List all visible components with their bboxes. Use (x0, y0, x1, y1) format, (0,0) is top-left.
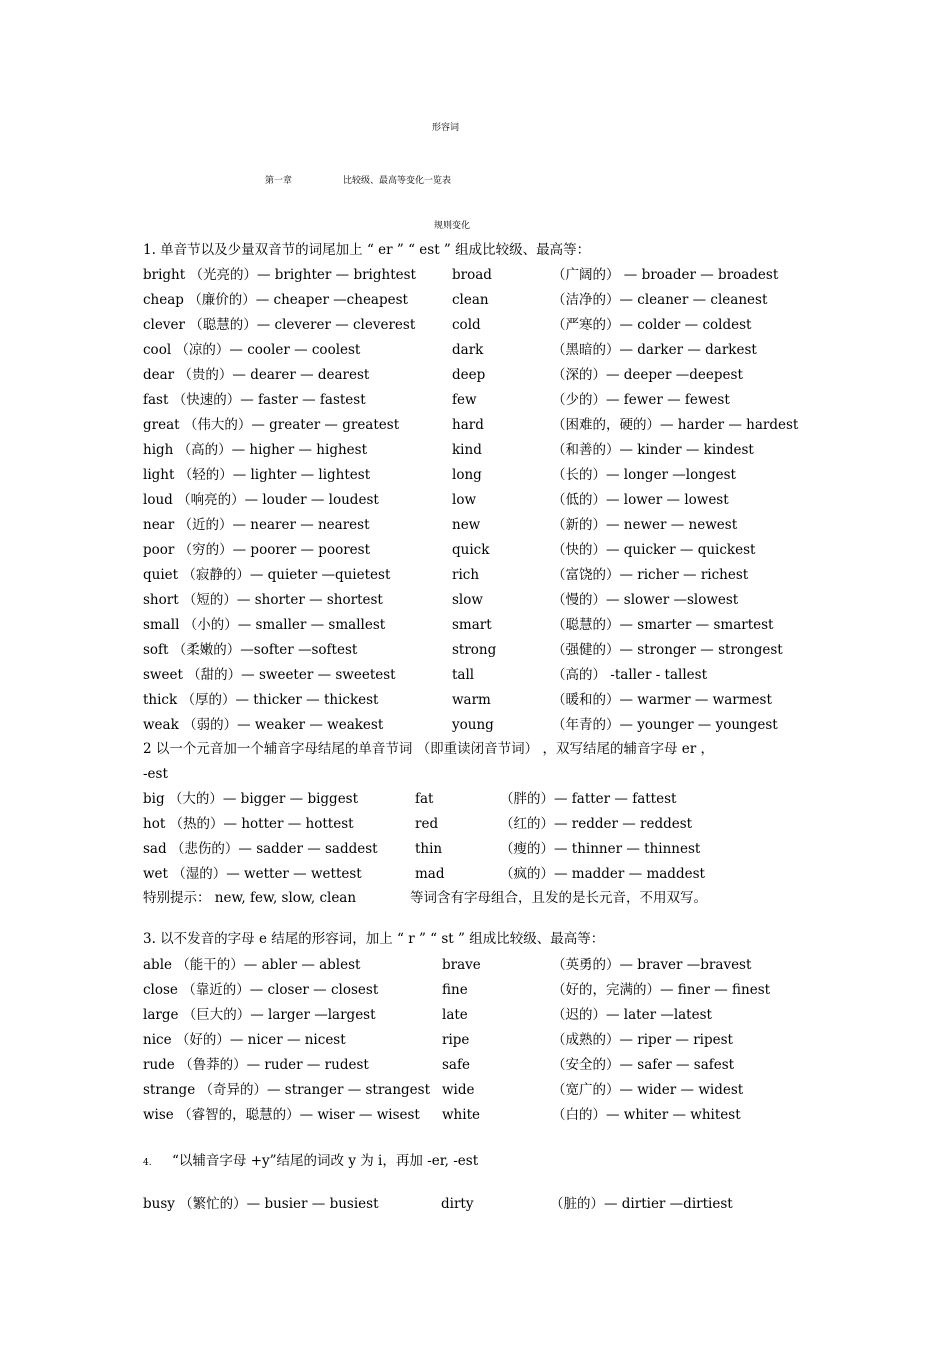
adjective-forms-left: quiet （寂静的）— quieter —quietest (143, 567, 391, 583)
adjective-forms-left: short （短的）— shorter — shortest (143, 592, 383, 608)
adjective-forms-right: （瘦的）— thinner — thinnest (500, 841, 701, 857)
table-row (0, 1031, 950, 1051)
adjective-word-right: thin (415, 841, 443, 857)
adjective-forms-right: （红的）— redder — reddest (500, 816, 693, 832)
adjective-word-right: fine (442, 982, 468, 998)
adjective-forms-right: （困难的，硬的）— harder — hardest (552, 417, 799, 433)
adjective-forms-right: （成熟的）— riper — ripest (552, 1032, 733, 1048)
table-row (0, 1106, 950, 1126)
rule2-heading-cont: -est (143, 766, 168, 782)
adjective-forms-right: （广阔的） — broader — broadest (552, 267, 779, 283)
adjective-forms-right: （英勇的）— braver —bravest (552, 957, 752, 973)
adjective-forms-right: （好的，完满的）— finer — finest (552, 982, 771, 998)
adjective-forms-right: （聪慧的）— smarter — smartest (552, 617, 774, 633)
adjective-word-right: clean (452, 292, 489, 308)
adjective-word-right: ripe (442, 1032, 470, 1048)
adjective-forms-left: near （近的）— nearer — nearest (143, 517, 370, 533)
adjective-forms-left: high （高的）— higher — highest (143, 442, 367, 458)
adjective-word-right: tall (452, 667, 475, 683)
adjective-forms-right: （高的） -taller - tallest (552, 667, 707, 683)
adjective-forms-left: fast （快速的）— faster — fastest (143, 392, 366, 408)
adjective-forms-left: sad （悲伤的）— sadder — saddest (143, 841, 378, 857)
adjective-forms-left: big （大的）— bigger — biggest (143, 791, 359, 807)
table-row (0, 266, 950, 286)
table-row (0, 790, 950, 810)
adjective-forms-right: （脏的）— dirtier —dirtiest (550, 1196, 733, 1212)
table-row (0, 541, 950, 561)
adjective-word-right: young (452, 717, 494, 733)
adjective-forms-left: soft （柔嫩的）—softer —softest (143, 642, 358, 658)
adjective-forms-left: loud （响亮的）— louder — loudest (143, 492, 379, 508)
table-row (0, 441, 950, 461)
adjective-word-right: warm (452, 692, 491, 708)
adjective-forms-left: bright （光亮的）— brighter — brightest (143, 267, 416, 283)
table-row (0, 1081, 950, 1101)
adjective-forms-right: （长的）— longer —longest (552, 467, 736, 483)
adjective-forms-right: （年青的）— younger — youngest (552, 717, 778, 733)
adjective-forms-left: able （能干的）— abler — ablest (143, 957, 361, 973)
adjective-forms-right: （深的）— deeper —deepest (552, 367, 743, 383)
adjective-forms-right: （安全的）— safer — safest (552, 1057, 735, 1073)
table-row (0, 865, 950, 885)
chapter-number: 第一章 (265, 176, 293, 186)
table-row (0, 956, 950, 976)
adjective-forms-right: （少的）— fewer — fewest (552, 392, 730, 408)
page-title: 形容词 (432, 123, 460, 133)
table-row (0, 1056, 950, 1076)
adjective-forms-left: cool （凉的）— cooler — coolest (143, 342, 361, 358)
adjective-word-right: late (442, 1007, 468, 1023)
adjective-forms-right: （胖的）— fatter — fattest (500, 791, 677, 807)
table-row (0, 366, 950, 386)
adjective-forms-right: （暖和的）— warmer — warmest (552, 692, 772, 708)
adjective-word-right: few (452, 392, 477, 408)
adjective-forms-left: rude （鲁莽的）— ruder — rudest (143, 1057, 369, 1073)
chapter-name: 比较级、最高等变化一览表 (343, 176, 452, 186)
table-row (0, 391, 950, 411)
adjective-forms-left: busy （繁忙的）— busier — busiest (143, 1196, 379, 1212)
table-row (0, 566, 950, 586)
table-row (0, 341, 950, 361)
table-row (0, 691, 950, 711)
adjective-forms-right: （白的）— whiter — whitest (552, 1107, 741, 1123)
adjective-forms-left: strange （奇异的）— stranger — strangest (143, 1082, 431, 1098)
adjective-forms-left: wise （睿智的，聪慧的）— wiser — wisest (143, 1107, 420, 1123)
table-row (0, 291, 950, 311)
adjective-word-right: dirty (441, 1196, 474, 1212)
adjective-forms-right: （严寒的）— colder — coldest (552, 317, 752, 333)
adjective-word-right: brave (442, 957, 481, 973)
adjective-forms-left: small （小的）— smaller — smallest (143, 617, 386, 633)
adjective-forms-right: （低的）— lower — lowest (552, 492, 729, 508)
adjective-word-right: hard (452, 417, 484, 433)
rule2-heading: 2 以一个元音加一个辅音字母结尾的单音节词 （即重读闭音节词） ，双写结尾的辅音字母 er ， (143, 741, 714, 757)
table-row (0, 641, 950, 661)
adjective-word-right: new (452, 517, 481, 533)
adjective-forms-left: close （靠近的）— closer — closest (143, 982, 379, 998)
adjective-forms-left: thick （厚的）— thicker — thickest (143, 692, 379, 708)
adjective-word-right: mad (415, 866, 445, 882)
adjective-word-right: slow (452, 592, 483, 608)
adjective-word-right: safe (442, 1057, 470, 1073)
adjective-forms-left: poor （穷的）— poorer — poorest (143, 542, 371, 558)
adjective-forms-left: clever （聪慧的）— cleverer — cleverest (143, 317, 416, 333)
table-row (0, 981, 950, 1001)
rule2-note-label: 特别提示： new, few, slow, clean (143, 890, 357, 906)
adjective-forms-right: （洁净的）— cleaner — cleanest (552, 292, 768, 308)
table-row (0, 1006, 950, 1026)
adjective-word-right: deep (452, 367, 486, 383)
adjective-word-right: kind (452, 442, 482, 458)
adjective-forms-right: （强健的）— stronger — strongest (552, 642, 783, 658)
table-row (0, 616, 950, 636)
adjective-word-right: white (442, 1107, 480, 1123)
table-row (0, 491, 950, 511)
adjective-forms-right: （快的）— quicker — quickest (552, 542, 756, 558)
adjective-forms-right: （富饶的）— richer — richest (552, 567, 749, 583)
table-row (0, 316, 950, 336)
table-row (0, 666, 950, 686)
table-row (0, 815, 950, 835)
adjective-word-right: strong (452, 642, 497, 658)
adjective-forms-right: （宽广的）— wider — widest (552, 1082, 744, 1098)
adjective-forms-right: （黑暗的）— darker — darkest (552, 342, 757, 358)
rule4-heading: “以辅音字母 +y”结尾的词改 y 为 i，再加 -er, -est (172, 1153, 479, 1169)
adjective-forms-left: hot （热的）— hotter — hottest (143, 816, 354, 832)
rule3-heading: 3. 以不发音的字母 e 结尾的形容词，加上 “ r ” “ st ” 组成比较级、最高等： (143, 931, 605, 947)
adjective-word-right: broad (452, 267, 492, 283)
adjective-forms-left: nice （好的）— nicer — nicest (143, 1032, 346, 1048)
adjective-word-right: long (452, 467, 482, 483)
section-subtitle: 规则变化 (434, 221, 471, 231)
adjective-word-right: quick (452, 542, 490, 558)
rule2-note-text: 等词含有字母组合，且发的是长元音，不用双写。 (410, 890, 707, 906)
adjective-word-right: dark (452, 342, 484, 358)
adjective-forms-left: weak （弱的）— weaker — weakest (143, 717, 384, 733)
rule1-heading: 1. 单音节以及少量双音节的词尾加上 “ er ” “ est ” 组成比较级、最高等： (143, 242, 591, 258)
adjective-forms-left: great （伟大的）— greater — greatest (143, 417, 400, 433)
adjective-word-right: fat (415, 791, 434, 807)
adjective-forms-left: light （轻的）— lighter — lightest (143, 467, 371, 483)
adjective-forms-left: wet （湿的）— wetter — wettest (143, 866, 362, 882)
adjective-forms-right: （新的）— newer — newest (552, 517, 738, 533)
adjective-forms-right: （和善的）— kinder — kindest (552, 442, 754, 458)
table-row (0, 716, 950, 736)
adjective-forms-right: （疯的）— madder — maddest (500, 866, 705, 882)
adjective-forms-left: large （巨大的）— larger —largest (143, 1007, 376, 1023)
table-row (0, 840, 950, 860)
adjective-forms-left: cheap （廉价的）— cheaper —cheapest (143, 292, 408, 308)
table-row (0, 1195, 950, 1215)
adjective-word-right: cold (452, 317, 481, 333)
adjective-word-right: rich (452, 567, 480, 583)
adjective-forms-left: sweet （甜的）— sweeter — sweetest (143, 667, 396, 683)
table-row (0, 591, 950, 611)
table-row (0, 466, 950, 486)
adjective-word-right: smart (452, 617, 492, 633)
rule4-number: 4. (143, 1158, 152, 1168)
table-row (0, 416, 950, 436)
adjective-forms-right: （慢的）— slower —slowest (552, 592, 739, 608)
adjective-forms-left: dear （贵的）— dearer — dearest (143, 367, 370, 383)
adjective-forms-right: （迟的）— later —latest (552, 1007, 712, 1023)
adjective-word-right: red (415, 816, 439, 832)
adjective-word-right: wide (442, 1082, 475, 1098)
table-row (0, 516, 950, 536)
adjective-word-right: low (452, 492, 477, 508)
